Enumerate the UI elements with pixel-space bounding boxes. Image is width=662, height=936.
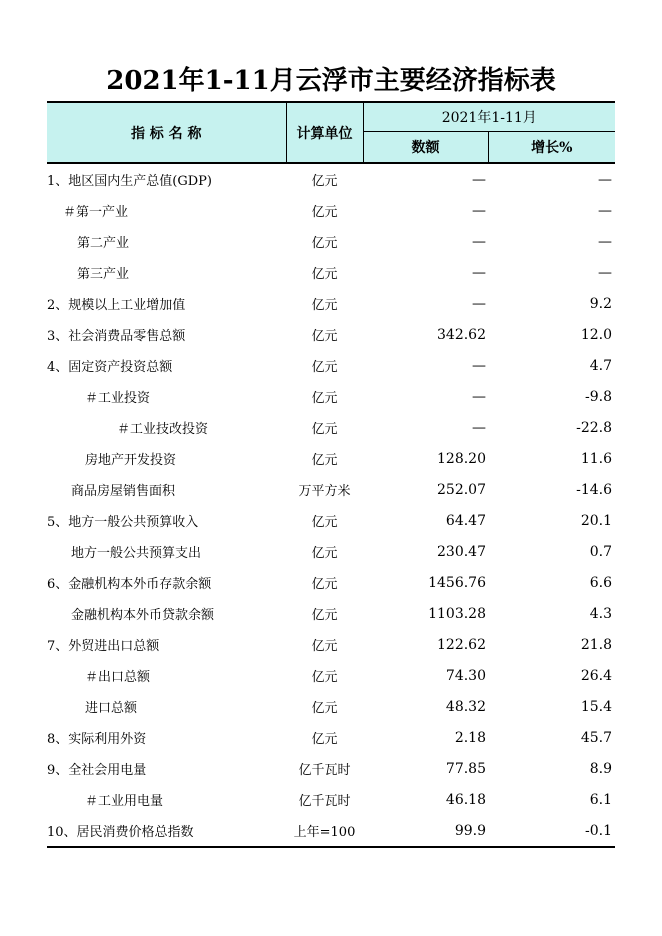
- row-unit: 亿元: [311, 298, 338, 313]
- header-unit: 计算单位: [286, 102, 363, 163]
- row-unit: 亿元: [311, 391, 338, 406]
- row-growth: 21.8: [580, 636, 612, 653]
- row-unit: 万平方米: [298, 484, 351, 499]
- row-name: 7、外贸进出口总额: [47, 639, 160, 654]
- row-growth: -22.8: [576, 419, 612, 436]
- row-value: 46.18: [445, 791, 486, 808]
- row-unit: 亿元: [311, 701, 338, 716]
- row-growth: —: [598, 264, 612, 281]
- row-unit: 亿元: [311, 453, 338, 468]
- row-value: —: [472, 388, 486, 405]
- row-growth: 15.4: [580, 698, 612, 715]
- row-name: 第二产业: [77, 236, 130, 251]
- table-row: [47, 288, 615, 319]
- row-value: 1103.28: [428, 605, 486, 622]
- table-row: [47, 598, 615, 629]
- table-header: [47, 102, 615, 163]
- table-row: [47, 257, 615, 288]
- table-row: [47, 536, 615, 567]
- row-name: ＃工业技改投资: [117, 422, 209, 437]
- row-value: 99.9: [363, 815, 488, 847]
- row-unit: 亿元: [311, 577, 338, 592]
- row-value: —: [472, 419, 486, 436]
- row-unit: 亿元: [311, 174, 338, 189]
- row-name: 1、地区国内生产总值(GDP): [47, 174, 212, 189]
- row-value: —: [472, 264, 486, 281]
- row-value: —: [472, 357, 486, 374]
- row-value: 122.62: [437, 636, 486, 653]
- row-unit: 亿元: [311, 360, 338, 375]
- table-row: [47, 629, 615, 660]
- table-row: [47, 319, 615, 350]
- indicator-table: [47, 101, 615, 848]
- table-row: [47, 784, 615, 815]
- row-value: 2.18: [454, 729, 486, 746]
- header-growth: 增长%: [488, 132, 615, 164]
- row-value: 128.20: [437, 450, 486, 467]
- row-name: 地方一般公共预算支出: [71, 546, 202, 561]
- row-growth: 20.1: [580, 512, 612, 529]
- row-growth: 11.6: [580, 450, 612, 467]
- row-value: —: [472, 171, 486, 188]
- table-row: [47, 163, 615, 195]
- row-unit: 亿元: [311, 422, 338, 437]
- row-unit: 亿元: [311, 732, 338, 747]
- row-name: 房地产开发投资: [85, 453, 177, 468]
- row-growth: -0.1: [488, 815, 615, 847]
- row-unit: 亿元: [311, 236, 338, 251]
- row-name: ＃第一产业: [63, 205, 129, 220]
- row-value: —: [472, 202, 486, 219]
- table-row: [47, 350, 615, 381]
- row-growth: —: [598, 233, 612, 250]
- row-growth: -9.8: [585, 388, 612, 405]
- row-unit: 亿元: [311, 515, 338, 530]
- table-row: [47, 443, 615, 474]
- row-unit: 亿元: [311, 267, 338, 282]
- row-growth: —: [598, 202, 612, 219]
- row-value: —: [472, 295, 486, 312]
- row-growth: -14.6: [576, 481, 612, 498]
- row-name: ＃工业用电量: [85, 794, 164, 809]
- table-row: [47, 195, 615, 226]
- row-growth: 9.2: [589, 295, 612, 312]
- row-unit: 亿元: [311, 546, 338, 561]
- table-row: [47, 722, 615, 753]
- row-value: 342.62: [437, 326, 486, 343]
- header-period: 2021年1-11月: [363, 102, 615, 132]
- table-row: [47, 226, 615, 257]
- table-row: [47, 753, 615, 784]
- row-name: 8、实际利用外资: [47, 732, 147, 747]
- row-name: 进口总额: [85, 701, 138, 716]
- row-name: ＃工业投资: [85, 391, 151, 406]
- header-indicator: 指 标 名 称: [47, 102, 286, 163]
- row-value: 230.47: [437, 543, 486, 560]
- row-unit: 亿元: [311, 639, 338, 654]
- row-name: 9、全社会用电量: [47, 763, 147, 778]
- row-growth: 26.4: [580, 667, 612, 684]
- row-growth: 45.7: [580, 729, 612, 746]
- row-unit: 亿元: [311, 205, 338, 220]
- page-title: 2021年1-11月云浮市主要经济指标表: [106, 66, 556, 96]
- row-name: 3、社会消费品零售总额: [47, 329, 186, 344]
- table-row: [47, 505, 615, 536]
- row-value: 77.85: [445, 760, 486, 777]
- row-growth: 4.3: [589, 605, 612, 622]
- row-growth: 0.7: [589, 543, 612, 560]
- row-name: 金融机构本外币贷款余额: [71, 608, 215, 623]
- row-name: 5、地方一般公共预算收入: [47, 515, 199, 530]
- row-name: 第三产业: [77, 267, 130, 282]
- row-value: 252.07: [437, 481, 486, 498]
- table-body: [47, 163, 615, 847]
- row-growth: 4.7: [589, 357, 612, 374]
- table-row: [47, 474, 615, 505]
- row-growth: 8.9: [589, 760, 612, 777]
- row-unit: 亿千瓦时: [298, 763, 351, 778]
- row-value: 48.32: [445, 698, 486, 715]
- row-name: 10、居民消费价格总指数: [47, 815, 286, 847]
- row-unit: 上年=100: [286, 815, 363, 847]
- table-row: [47, 660, 615, 691]
- row-value: 74.30: [445, 667, 486, 684]
- table-row: [47, 691, 615, 722]
- row-unit: 亿元: [311, 670, 338, 685]
- row-value: 64.47: [445, 512, 486, 529]
- table-row: [47, 815, 615, 847]
- row-unit: 亿千瓦时: [298, 794, 351, 809]
- table-row: [47, 567, 615, 598]
- row-name: 4、固定资产投资总额: [47, 360, 173, 375]
- row-name: 商品房屋销售面积: [71, 484, 176, 499]
- table-row: [47, 381, 615, 412]
- row-name: ＃出口总额: [85, 670, 151, 685]
- row-growth: 6.1: [589, 791, 612, 808]
- row-unit: 亿元: [311, 329, 338, 344]
- row-unit: 亿元: [311, 608, 338, 623]
- row-growth: 12.0: [580, 326, 612, 343]
- table-row: [47, 412, 615, 443]
- row-growth: 6.6: [589, 574, 612, 591]
- row-growth: —: [598, 171, 612, 188]
- row-value: 1456.76: [428, 574, 486, 591]
- header-amount: 数额: [363, 132, 488, 164]
- row-value: —: [472, 233, 486, 250]
- row-name: 6、金融机构本外币存款余额: [47, 577, 212, 592]
- row-name: 2、规模以上工业增加值: [47, 298, 186, 313]
